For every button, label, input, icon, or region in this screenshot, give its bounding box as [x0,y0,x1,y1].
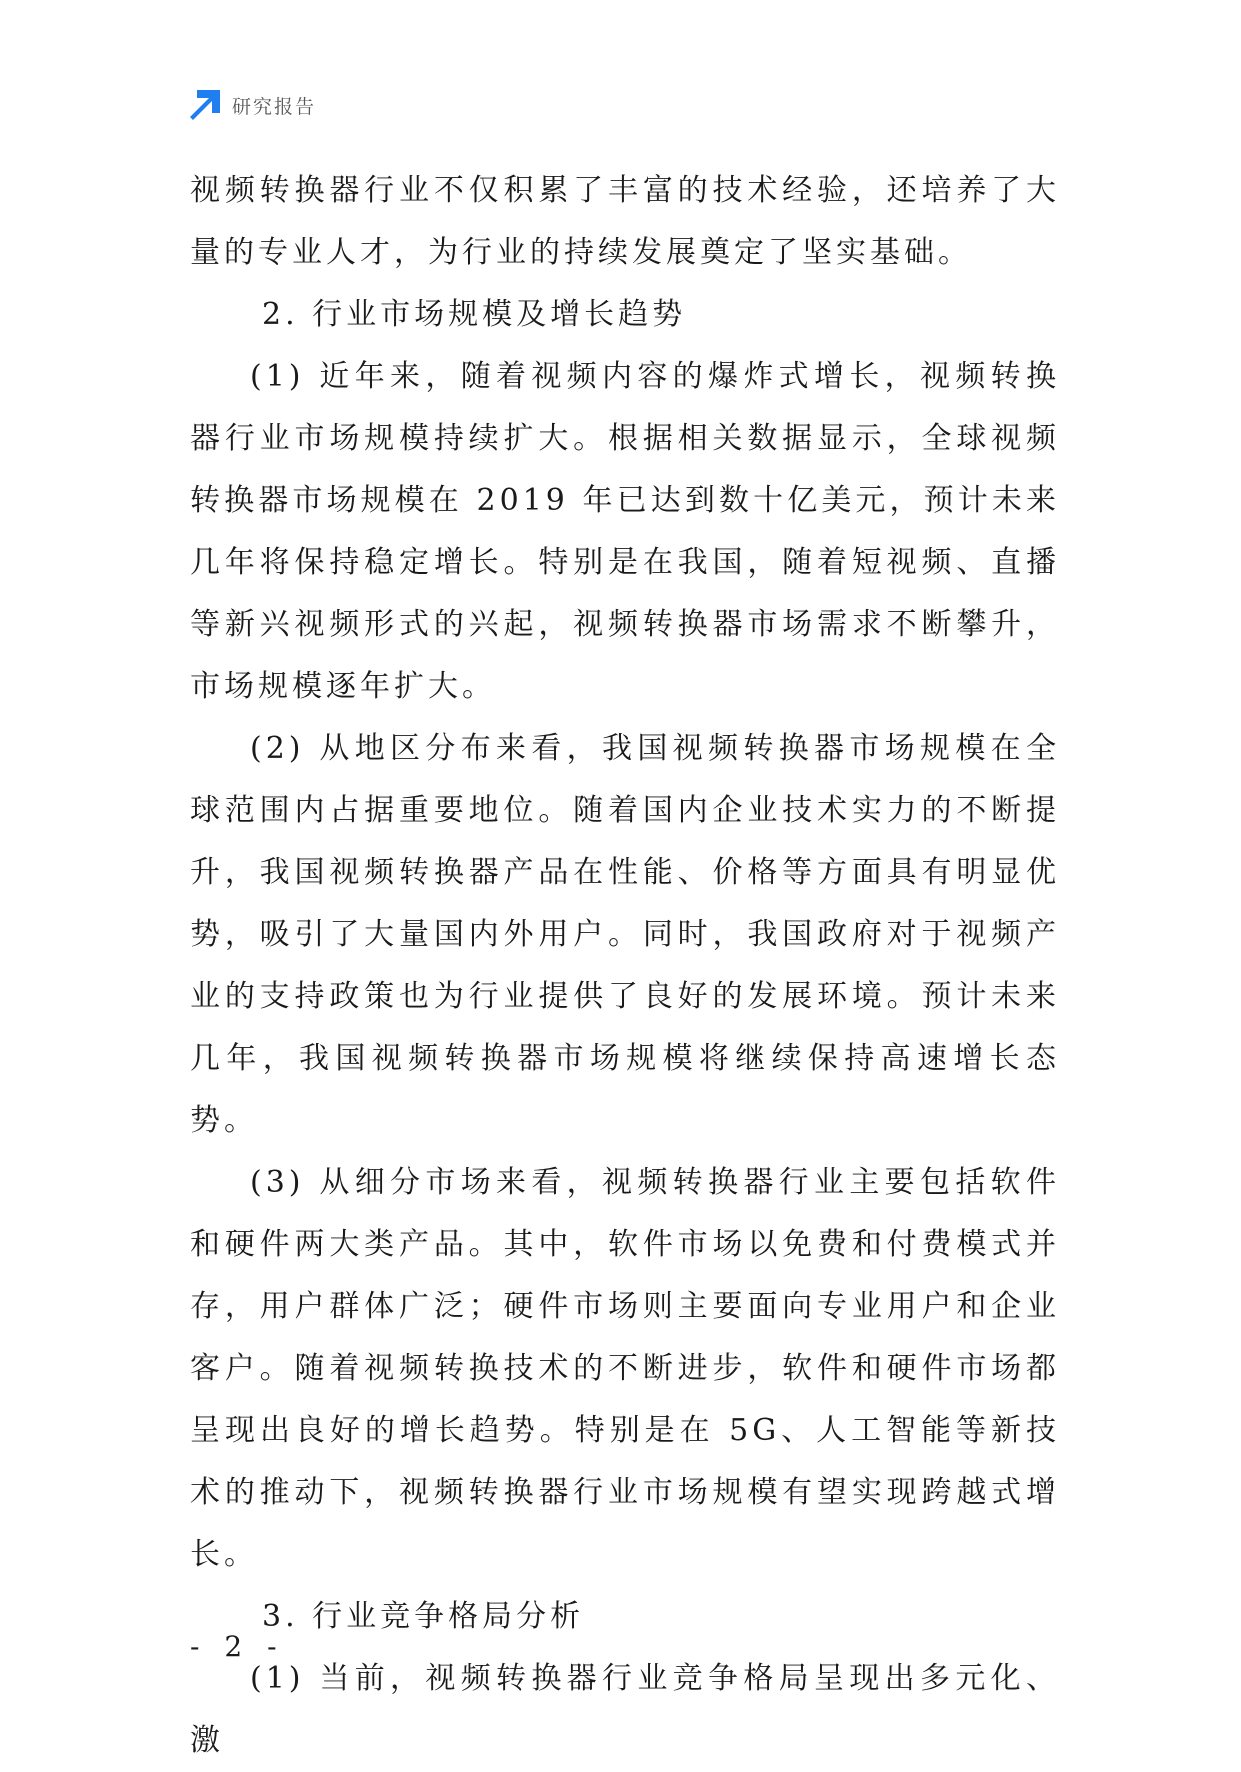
paragraph-3-1: (1) 当前，视频转换器行业竞争格局呈现出多元化、激 [190,1661,1060,1758]
arrow-up-right-icon [190,90,220,120]
section-heading-2: 2. 行业市场规模及增长趋势 [262,297,687,332]
paragraph-2-1: (1) 近年来，随着视频内容的爆炸式增长，视频转换器行业市场规模持续扩大。根据相关数据显示，全球视频转换器市场规模在 2019 年已达到数十亿美元，预计未来几年将保持稳定增长。特别是在我国，随着短视频、直播等新兴视频形式的兴起，视频转换器市场需求不断攀升，市场规模逐年扩大。 [190,359,1060,704]
section-heading-3: 3. 行业竞争格局分析 [262,1599,585,1634]
paragraph-continued: 视频转换器行业不仅积累了丰富的技术经验，还培养了大量的专业人才，为行业的持续发展奠定了坚实基础。 [190,173,1060,270]
document-body [190,160,1060,1772]
page-header [190,88,316,122]
header-title: 研究报告 [232,95,317,118]
paragraph-2-3: (3) 从细分市场来看，视频转换器行业主要包括软件和硬件两大类产品。其中，软件市场以免费和付费模式并存，用户群体广泛；硬件市场则主要面向专业用户和企业客户。随着视频转换技术的不断进步，软件和硬件市场都呈现出良好的增长趋势。特别是在 5G、人工智能等新技术的推动下，视频转换器行业市场规模有望实现跨越式增长。 [190,1165,1060,1572]
page-number: - 2 - [190,1630,285,1663]
paragraph-2-2: (2) 从地区分布来看，我国视频转换器市场规模在全球范围内占据重要地位。随着国内企业技术实力的不断提升，我国视频转换器产品在性能、价格等方面具有明显优势，吸引了大量国内外用户。同时，我国政府对于视频产业的支持政策也为行业提供了良好的发展环境。预计未来几年，我国视频转换器市场规模将继续保持高速增长态势。 [190,731,1060,1138]
